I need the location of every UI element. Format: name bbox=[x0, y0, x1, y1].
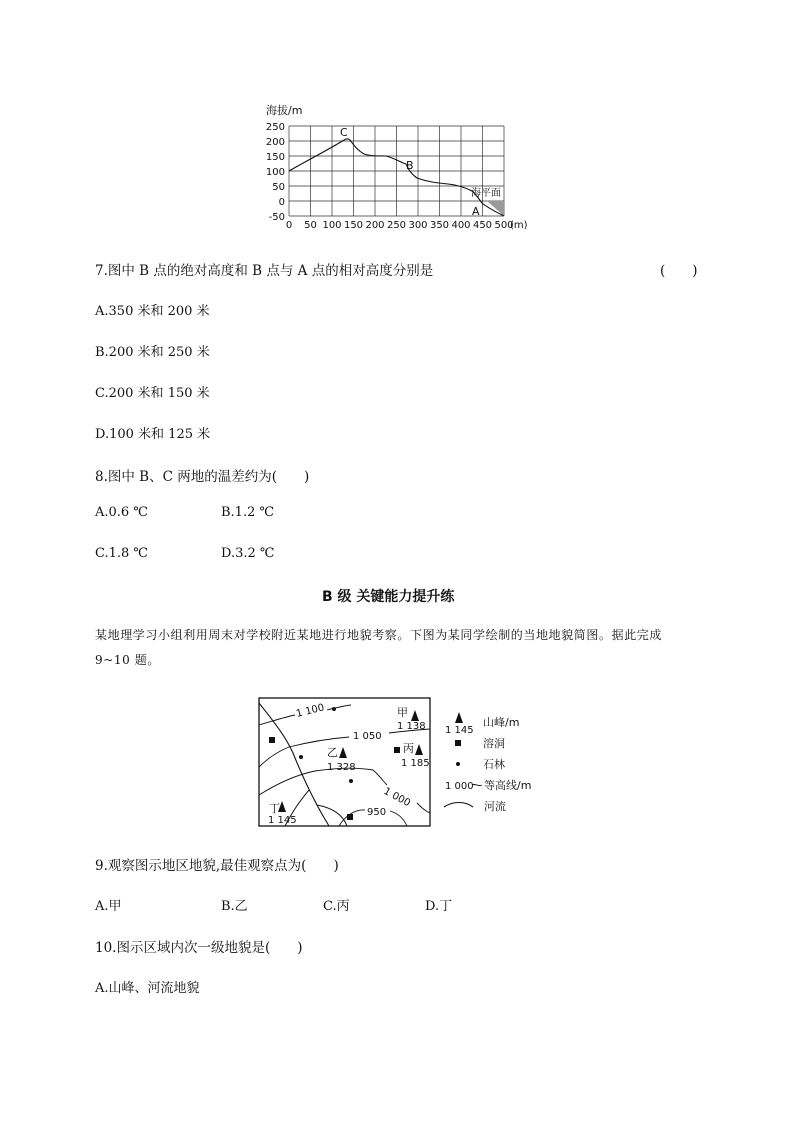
intro-paragraph: 某地理学习小组利用周末对学校附近某地进行地貌考察。下图为某同学绘制的当地地貌简图。据此完成 9~10 题。 bbox=[95, 628, 663, 667]
q8-option-d: D.3.2 ℃ bbox=[221, 546, 275, 561]
peak-yi-name: 乙 bbox=[327, 746, 338, 759]
peak-ding-name: 丁 bbox=[269, 802, 280, 815]
stone-forest-marker bbox=[349, 779, 353, 783]
y-tick-label: 0 bbox=[278, 197, 285, 208]
peak-jia-elev: 1 138 bbox=[397, 721, 426, 732]
profile-x-ticks bbox=[286, 220, 514, 231]
legend-peak-icon bbox=[455, 712, 463, 723]
stone-forest-marker bbox=[299, 755, 303, 759]
x-tick-label: 500 bbox=[494, 220, 514, 231]
legend-stone-label: 石林 bbox=[483, 758, 505, 771]
landform-map-figure bbox=[255, 695, 532, 830]
profile-x-unit: (m) bbox=[510, 220, 528, 231]
q7-question: 7.图中 B 点的绝对高度和 B 点与 A 点的相对高度分别是 bbox=[95, 263, 434, 279]
profile-grid bbox=[289, 126, 504, 216]
point-a-label: A bbox=[472, 205, 480, 218]
q10-question: 10.图示区域内次一级地貌是( ) bbox=[95, 940, 303, 956]
legend-river-label: 河流 bbox=[484, 800, 506, 813]
sea-level-label: 海平面 bbox=[471, 188, 501, 199]
y-tick-label: 100 bbox=[265, 167, 285, 178]
x-tick-label: 0 bbox=[285, 220, 293, 231]
y-tick-label: 250 bbox=[265, 122, 285, 133]
legend-cave-icon bbox=[455, 740, 461, 746]
peak-yi-elev: 1 328 bbox=[327, 762, 356, 773]
y-tick-label: 50 bbox=[272, 182, 285, 193]
peak-yi-icon bbox=[339, 747, 347, 758]
stone-forest-marker bbox=[332, 707, 336, 711]
q7-option-c: C.200 米和 150 米 bbox=[95, 386, 210, 401]
x-tick-label: 400 bbox=[451, 220, 471, 231]
q7-answer-paren: ( ) bbox=[660, 263, 698, 279]
legend-peak-label: 山峰/m bbox=[483, 716, 520, 729]
x-tick-label: 350 bbox=[429, 220, 450, 231]
contour-label-1000: 1 000 bbox=[381, 785, 413, 810]
q7-option-d: D.100 米和 125 米 bbox=[95, 427, 211, 442]
q8-option-b: B.1.2 ℃ bbox=[221, 505, 275, 520]
legend-peak-value: 1 145 bbox=[445, 725, 474, 736]
peak-jia-icon bbox=[411, 710, 419, 721]
q9-option-d: D.丁 bbox=[425, 899, 453, 914]
q9-option-a: A.甲 bbox=[95, 899, 122, 914]
y-tick-label: 150 bbox=[265, 152, 285, 163]
y-tick-label: -50 bbox=[268, 212, 285, 223]
legend-contour-value: 1 000 bbox=[445, 781, 474, 792]
contour-label-1100: 1 100 bbox=[295, 702, 326, 720]
q7-option-a: A.350 米和 200 米 bbox=[95, 304, 210, 319]
contour-label-1050: 1 050 bbox=[353, 731, 382, 742]
q9-option-b: B.乙 bbox=[221, 899, 248, 914]
point-c-label: C bbox=[340, 126, 348, 139]
contour-label-950: 950 bbox=[367, 807, 387, 818]
x-tick-label: 150 bbox=[343, 220, 364, 231]
river-branch-east bbox=[317, 805, 347, 826]
x-tick-label: 300 bbox=[408, 220, 428, 231]
q9-option-c: C.丙 bbox=[323, 899, 350, 914]
cave-marker bbox=[394, 747, 400, 753]
q7-option-b: B.200 米和 250 米 bbox=[95, 345, 210, 360]
legend-cave-label: 溶洞 bbox=[483, 737, 505, 750]
profile-y-title: 海拔/m bbox=[266, 104, 303, 117]
legend-river-icon bbox=[444, 803, 473, 808]
x-tick-label: 200 bbox=[365, 220, 385, 231]
x-tick-label: 50 bbox=[304, 220, 317, 231]
profile-y-ticks bbox=[266, 122, 285, 223]
peak-bing-name: 丙 bbox=[403, 742, 414, 755]
peak-bing-icon bbox=[415, 744, 423, 755]
q8-question: 8.图中 B、C 两地的温差约为( ) bbox=[95, 469, 310, 485]
q9-question: 9.观察图示地区地貌,最佳观察点为( ) bbox=[95, 858, 339, 874]
legend-contour-label: 等高线/m bbox=[484, 779, 532, 792]
legend-stone-icon bbox=[456, 762, 460, 766]
y-tick-label: 200 bbox=[265, 137, 285, 148]
q8-option-a: A.0.6 ℃ bbox=[95, 505, 148, 520]
x-tick-label: 100 bbox=[322, 220, 342, 231]
elevation-profile-figure bbox=[258, 98, 548, 238]
peak-jia-name: 甲 bbox=[397, 706, 408, 719]
cave-marker bbox=[347, 814, 353, 820]
q10-option-a: A.山峰、河流地貌 bbox=[95, 981, 200, 996]
x-tick-label: 250 bbox=[386, 220, 407, 231]
point-b-label: B bbox=[406, 159, 414, 172]
x-tick-label: 450 bbox=[472, 220, 493, 231]
peak-bing-elev: 1 185 bbox=[401, 758, 430, 769]
cave-marker bbox=[269, 737, 275, 743]
peak-ding-elev: 1 145 bbox=[268, 815, 297, 826]
q8-option-c: C.1.8 ℃ bbox=[95, 546, 148, 561]
section-title: B 级 关键能力提升练 bbox=[322, 589, 455, 605]
